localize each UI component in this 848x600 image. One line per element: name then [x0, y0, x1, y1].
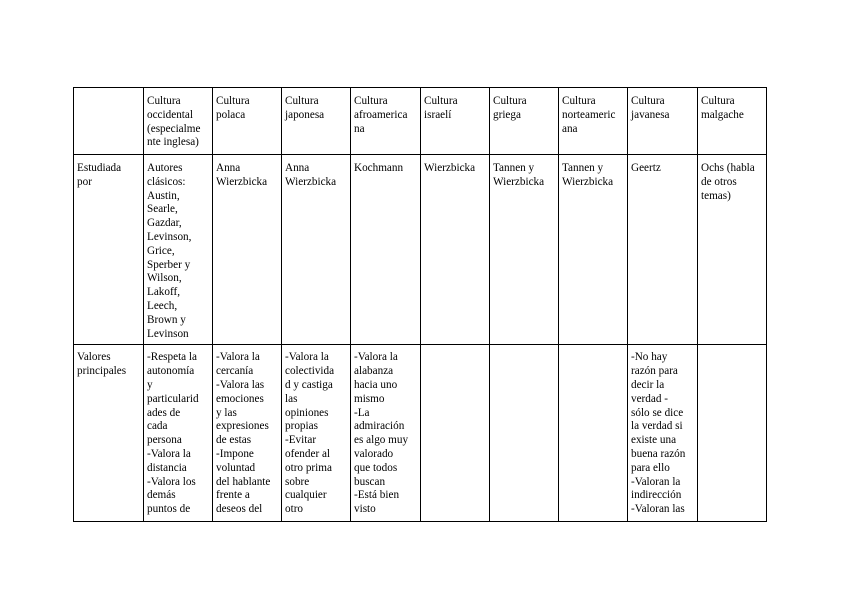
- header-cell-japanese: Cultura japonesa: [282, 88, 351, 155]
- header-cell-israeli: Cultura israelí: [421, 88, 490, 155]
- table-cell: [421, 345, 490, 522]
- header-cell-north-american: Cultura norteameric ana: [559, 88, 628, 155]
- table-cell: Anna Wierzbicka: [213, 155, 282, 345]
- table-cell: Tannen y Wierzbicka: [559, 155, 628, 345]
- table-cell-row-label: Valores principales: [74, 345, 144, 522]
- header-cell-western: Cultura occidental (especialme nte inglesa): [144, 88, 213, 155]
- table-cell: Tannen y Wierzbicka: [490, 155, 559, 345]
- table-cell: -Valora la colectivida d y castiga las opiniones propias -Evitar ofender al otro prima sobre cualquier otro: [282, 345, 351, 522]
- table-cell-row-label: Estudiada por: [74, 155, 144, 345]
- header-cell-empty: [74, 88, 144, 155]
- table-cell: [698, 345, 767, 522]
- table-cell: Autores clásicos: Austin, Searle, Gazdar, Levinson, Grice, Sperber y Wilson, Lakoff, Leech, Brown y Levinson: [144, 155, 213, 345]
- table-cell: Geertz: [628, 155, 698, 345]
- table-cell: [490, 345, 559, 522]
- table-cell: Wierzbicka: [421, 155, 490, 345]
- table-row-main-values: [74, 345, 767, 522]
- header-cell-javanese: Cultura javanesa: [628, 88, 698, 155]
- header-cell-african-american: Cultura afroamerica na: [351, 88, 421, 155]
- table-cell: Kochmann: [351, 155, 421, 345]
- header-cell-polish: Cultura polaca: [213, 88, 282, 155]
- table-cell: -Valora la alabanza hacia uno mismo -La admiración es algo muy valorado que todos buscan -Está bien visto: [351, 345, 421, 522]
- table-cell: -Respeta la autonomía y particularid ades de cada persona -Valora la distancia -Valora los demás puntos de: [144, 345, 213, 522]
- table-row-studied-by: [74, 155, 767, 345]
- table-cell: Anna Wierzbicka: [282, 155, 351, 345]
- table-cell: -Valora la cercanía -Valora las emociones y las expresiones de estas -Impone voluntad del hablante frente a deseos del: [213, 345, 282, 522]
- culture-comparison-table: [73, 87, 767, 522]
- table-cell: [559, 345, 628, 522]
- header-cell-malagasy: Cultura malgache: [698, 88, 767, 155]
- header-cell-greek: Cultura griega: [490, 88, 559, 155]
- table-cell: -No hay razón para decir la verdad - sólo se dice la verdad si existe una buena razón para ello -Valoran la indirección -Valoran las: [628, 345, 698, 522]
- table-cell: Ochs (habla de otros temas): [698, 155, 767, 345]
- table-header-row: [74, 88, 767, 155]
